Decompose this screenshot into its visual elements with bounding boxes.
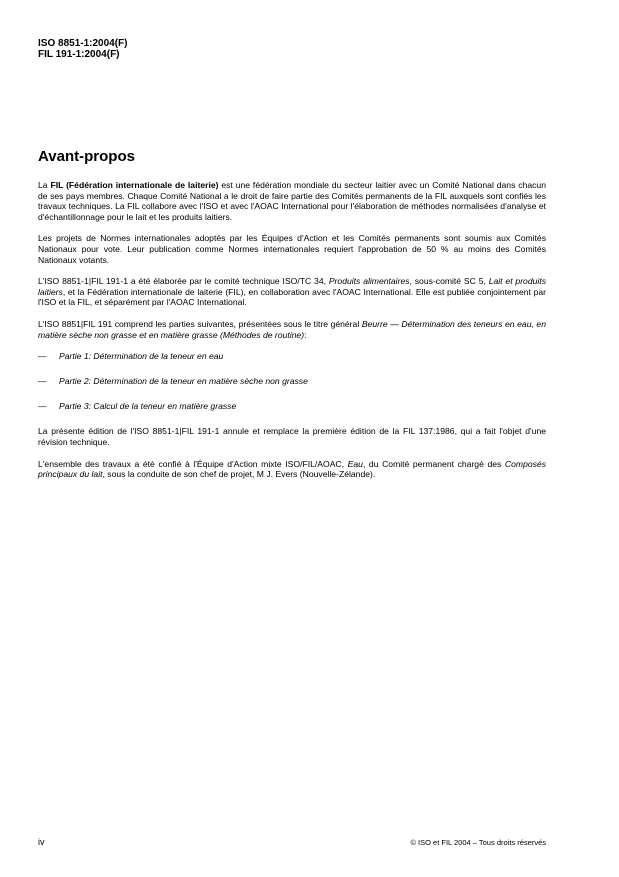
text-run: L'ISO 8851 — [38, 318, 81, 329]
separator-bar: | — [80, 318, 84, 329]
separator-bar: | — [179, 426, 182, 437]
text-run: FIL 191 comprend les parties suivantes, présentées sous le titre général — [83, 318, 362, 329]
fil-name-bold: FIL (Fédération internationale de laiterie) — [50, 180, 219, 190]
document-reference — [38, 38, 128, 60]
fil-reference: FIL 191-1:2004(F) — [38, 49, 120, 60]
list-item — [38, 401, 546, 412]
dash-bullet: — — [38, 401, 47, 412]
text-run: , et la Fédération internationale de laiterie (FIL), en collaboration avec l'AOAC International. Elle est publiée conjointement par l'ISO et la FIL, et séparément par l'AOAC International. — [38, 286, 546, 308]
text-run: FIL 191-1 a été élaborée par le comité technique ISO/TC 34, — [91, 276, 329, 287]
text-run: , du Comité permanent chargé des — [362, 458, 505, 469]
part-title: Partie 1: Détermination de la teneur en eau — [59, 351, 224, 362]
italic-run: Composés principaux du lait — [38, 458, 546, 480]
part-title: Partie 2: Détermination de la teneur en matière sèche non grasse — [59, 376, 308, 387]
text-run: , sous-comité SC 5, — [409, 276, 489, 287]
separator-bar: | — [88, 276, 92, 287]
general-title-italic: Beurre — Détermination des teneurs en eau, en matière sèche non grasse et en matière grasse (Méthodes de routine) — [38, 318, 546, 340]
paragraph-parts-intro — [38, 319, 546, 340]
page-number: iv — [38, 837, 45, 847]
dash-bullet: — — [38, 376, 47, 387]
paragraph-edition — [38, 426, 546, 447]
text-run: : — [304, 329, 307, 340]
copyright-notice: © ISO et FIL 2004 – Tous droits réservés — [410, 838, 546, 847]
paragraph-action-team — [38, 459, 546, 480]
paragraph-preparation — [38, 276, 546, 308]
italic-run: Produits alimentaires — [328, 276, 410, 287]
text-run: La — [38, 180, 51, 190]
text-run: L'ensemble des travaux a été confié à l'Équipe d'Action mixte ISO/FIL/AOAC, — [38, 458, 348, 469]
parts-list — [38, 351, 546, 412]
text-run: est une fédération mondiale du secteur laitier avec un Comité National dans chacun de ses pays membres. Chaque Comité National a le droit de faire partie des Comités permanents de la FIL auxquels sont confiés les travaux techniques. La FIL collabore avec l'ISO et avec l'AOAC International pour l'élaboration de méthodes normalisées d'analyse et d'échantillonnage pour le lait et les produits laitiers. — [38, 180, 546, 222]
list-item — [38, 376, 546, 387]
paragraph-fil-intro — [38, 180, 546, 222]
dash-bullet: — — [38, 351, 47, 362]
text-run: , sous la conduite de son chef de projet, M J. Evers (Nouvelle-Zélande). — [102, 469, 376, 480]
page-title: Avant-propos — [38, 148, 135, 165]
paragraph-voting: Les projets de Normes internationales adoptés par les Équipes d'Action et les Comités permanents sont soumis aux Comités Nationaux pour vote. Leur publication comme Normes internationales requiert l'approbation de 50 % au moins des Comités Nationaux votants. — [38, 233, 546, 265]
list-item — [38, 351, 546, 362]
foreword-body — [38, 180, 546, 491]
italic-run: Lait et produits laitiers — [38, 276, 546, 297]
italic-run: Eau — [347, 458, 363, 469]
part-title: Partie 3: Calcul de la teneur en matière grasse — [59, 401, 237, 412]
text-run: L'ISO 8851-1 — [38, 276, 89, 287]
text-run: FIL 191-1 annule et remplace la première édition de la FIL 137:1986, qui a fait l'objet d'une révision technique. — [38, 426, 547, 447]
text-run: La présente édition de l'ISO 8851-1 — [38, 426, 180, 437]
iso-reference: ISO 8851-1:2004(F) — [38, 38, 128, 49]
